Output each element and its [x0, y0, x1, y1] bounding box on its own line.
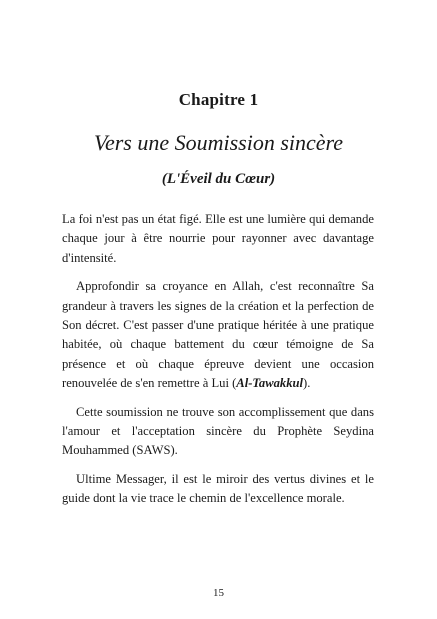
paragraph-4: Ultime Messager, il est le miroir des vertus divines et le guide dont la vie trace le chemin de l'excellence morale. [62, 471, 374, 506]
chapter-number: Chapitre 1 [178, 90, 259, 109]
term-al-tawakkul: Al-Tawakkul [236, 376, 304, 391]
paragraph-2-text: Approfondir sa croyance en Allah, c'est reconnaître Sa grandeur à travers les signes de la création et la perfection de Son décret. C'est passer d'une pratique héritée à une pratique habitée, où chaque battement du cœur témoigne de Sa présence et où chaque épreuve devient une occasion renouvelée de s'en remettre à Lui ( [62, 279, 374, 391]
chapter-subtitle: (L'Éveil du Cœur) [161, 171, 276, 187]
paragraph-2 [62, 277, 374, 393]
paragraph-1: La foi n'est pas un état figé. Elle est une lumière qui demande chaque jour à être nourrie pour rayonner avec davantage d'intensité. [62, 212, 374, 265]
paragraph-3: Cette soumission ne trouve son accomplissement que dans l'amour et l'acceptation sincère du Prophète Seydina Mouhammed (SAWS). [62, 404, 374, 458]
chapter-body [62, 210, 374, 518]
chapter-title: Vers une Soumission sincère [93, 130, 344, 155]
page-number: 15 [213, 587, 224, 599]
paragraph-2-end: ). [303, 376, 311, 391]
